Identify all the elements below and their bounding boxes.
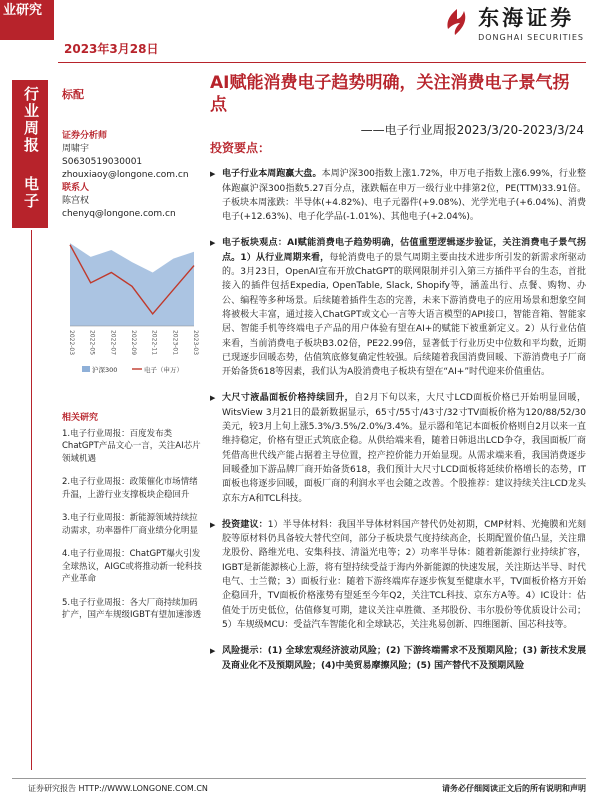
contact-email[interactable]: chenyq@longone.com.cn	[62, 209, 176, 219]
report-category-tag: 业研究	[0, 0, 54, 40]
bullet-text: 自2月下旬以来，大尺寸LCD面板价格已开始明显回暖，WitsView 3月21日的最新数据显示，65寸/55寸/43寸/32寸TV面板价格为120/88/52/30美元，较3月上旬上涨5.3%/3.5%/2.0%/3.4%。显示器和笔记本面板价格则自2月以来一直维持稳定，价格有望正式筑底企稳。从供给端来看，随着日韩退出LCD争夺，我国面板厂商凭借高世代线产能占据着主导位置，控产控价能力开始显现。从需求端来看，我国消费逐步回暖叠加下游品牌厂商开始备货618，我们预计大尺寸LCD面板将延续价格增长的态势，IT面板也将逐步回暖，面板厂商的利润水平也会随之改善。个股推荐：建议持续关注LCD龙头京东方A和TCL科技。	[222, 393, 587, 504]
bullet-point	[210, 236, 586, 379]
x-tick-label: 2023-01	[171, 330, 179, 356]
footer	[28, 783, 586, 794]
vertical-label-weekly: 行业周报	[22, 86, 40, 154]
bullet-text: 每轮消费电子的景气周期主要由技术进步所引发的新需求所驱动的。3月23日，OpenAI宣布开放ChatGPT的联网限制并引入第三方插件平台的生态，首批接入的插件包括Expedia, OpenTable, Slack, Shopify等，涵盖出行、点餐、购物、办公、编程等多种场景。后续随着插件生态的完善，未来下游消费电子的应用场景和想象空间将被极大丰富，通过接入ChatGPT或文心一言等大语言模型的API接口，智能音箱、智能家居、智能手机等终端电子产品的用户体验有望在AI+的赋能下被重新定义。2）从行业估值来看，当前消费电子板块B3.02倍，PE22.99倍，显著低于行业历史中位数和平均数，近期已现逐步回暖态势，估值筑底修复确定性较强。后续随着我国消费回暖、下游消费电子厂商开始备货618等因素，我们认为A股消费电子板块有望在“AI+”时代迎来价值重估。	[222, 252, 586, 378]
footer-disclaimer: 请务必仔细阅读正文后的所有说明和声明	[442, 784, 586, 793]
analyst-cert: S0630519030001	[62, 157, 143, 167]
legend-label-electronics: 电子（申万）	[144, 366, 183, 374]
vertical-label-sector: 电子	[22, 176, 40, 210]
bullet-bold: 投资建议：	[222, 519, 268, 530]
bullet-bold: 电子板块观点：AI赋能消费电子趋势明确，估值重塑逻辑逐步验证，关注消费电子景气拐点。1）从行业周期来看，	[222, 238, 586, 263]
related-item[interactable]: 2.电子行业周报：政策催化市场情绪升温，上游行业支撑板块企稳回升	[62, 477, 198, 500]
analyst-name: 周啸宇	[62, 144, 90, 154]
x-tick-label: 2022-07	[109, 330, 117, 356]
footer-left[interactable]: 证券研究报告 HTTP://WWW.LONGONE.COM.CN	[28, 784, 208, 793]
related-item[interactable]: 5.电子行业周报：各大厂商持续加码扩产，国产车规级IGBT有望加速渗透	[62, 597, 202, 620]
contact-name: 陈宫权	[62, 196, 90, 206]
x-tick-label: 2022-05	[88, 330, 96, 356]
related-item[interactable]: 3.电子行业周报：新能源领域持续拉动需求，功率器件厂商业绩分化明显	[62, 513, 199, 536]
bullet-point	[210, 391, 586, 505]
bullet-bold: 大尺寸液晶面板价格持续回升，	[222, 393, 355, 404]
investment-points-heading: 投资要点：	[210, 141, 271, 155]
bullet-point	[210, 644, 586, 673]
logo-cn-text: 东海证券	[478, 5, 575, 30]
company-logo	[442, 2, 584, 42]
x-tick-label: 2022-09	[130, 330, 137, 356]
report-date: 2023年3月28日	[64, 42, 159, 56]
x-tick-label: 2022-11	[150, 330, 158, 356]
analyst-block	[62, 130, 202, 221]
bullet-bold: 风险提示：(1) 全球宏观经济波动风险；(2) 下游终端需求不及预期风险；(3) 新技术发展及商业化不及预期风险；(4)中美贸易摩擦风险；(5) 国产替代不及预期风险	[222, 646, 586, 671]
sidebar-line	[31, 230, 32, 770]
bullet-bold: 电子行业本周跑赢大盘。	[222, 169, 322, 180]
bullet-text: 1）半导体材料：我国半导体材料国产替代仍处初期，CMP材料、光掩膜和光刻胶等原材料仍具备较大替代空间，部分子板块景气度持续高企，长期配置价值凸显，关注鼎龙股份、路维光电、安集科技、清溢光电等；2）功率半导体：随着新能源行业持续扩容，IGBT是新能源核心上游，将有望持续受益于海内外新能源的快速发展，关注斯达半导、时代电气、士兰微；3）面板行业：随着下游终端库存逐步恢复至健康水平，TV面板价格方开始企稳回升，TV面板价格涨势有望延至今年Q2，关注TCL科技、京东方A等。4）IC设计：估值处于历史低位，估值修复可期，建议关注卓胜微、圣邦股份、韦尔股份等优质设计公司；5）车规级MCU：受益汽车智能化和全球缺芯，关注兆易创新、四维图新、国芯科技等。	[222, 519, 586, 630]
donghai-logo-icon	[442, 7, 472, 37]
vertical-label-box-2	[12, 168, 48, 228]
bullet-point	[210, 518, 586, 632]
performance-chart	[62, 226, 202, 376]
x-tick-label: 2023-03	[192, 330, 199, 356]
legend-label-hs300: 沪深300	[92, 366, 118, 374]
analyst-email[interactable]: zhouxiaoy@longone.com.cn	[62, 170, 189, 180]
related-label: 相关研究	[62, 413, 99, 423]
legend-swatch-hs300	[82, 366, 90, 372]
footer-divider	[12, 778, 586, 779]
x-tick-label: 2022-03	[68, 330, 75, 356]
main-content	[210, 141, 586, 685]
industry-rating: 标配	[62, 88, 84, 101]
report-title: AI赋能消费电子趋势明确，关注消费电子景气拐点	[210, 73, 570, 115]
analyst-label: 证券分析师	[62, 131, 108, 141]
contact-label: 联系人	[62, 183, 90, 193]
header-divider	[58, 62, 586, 63]
bullet-list	[210, 167, 586, 673]
report-subtitle: ——电子行业周报2023/3/20-2023/3/24	[360, 123, 584, 137]
related-list	[62, 428, 202, 622]
series-area-hs300	[70, 243, 194, 326]
related-item[interactable]: 1.电子行业周报：百度发布类ChatGPT产品文心一言，关注AI芯片领域机遇	[62, 428, 201, 464]
related-item[interactable]: 4.电子行业周报：ChatGPT爆火引发全球热议，AIGC或将推动新一轮科技产业革命	[62, 549, 202, 584]
related-research	[62, 412, 202, 633]
logo-en-text: DONGHAI SECURITIES	[478, 33, 584, 42]
bullet-point	[210, 167, 586, 224]
bullet-text: 本周沪深300指数上涨1.72%，申万电子指数上涨6.99%，行业整体跑赢沪深300指数5.27百分点，涨跌幅在申万一级行业中排第2位，PE(TTM)33.91倍。子板块本周涨跌：半导体(+4.82%)、电子元器件(+9.08%)、光学光电子(+6.04%)、消费电子(+12.63%)、电子化学品(-1.01%)、其他电子(+2.04%)。	[222, 169, 586, 223]
